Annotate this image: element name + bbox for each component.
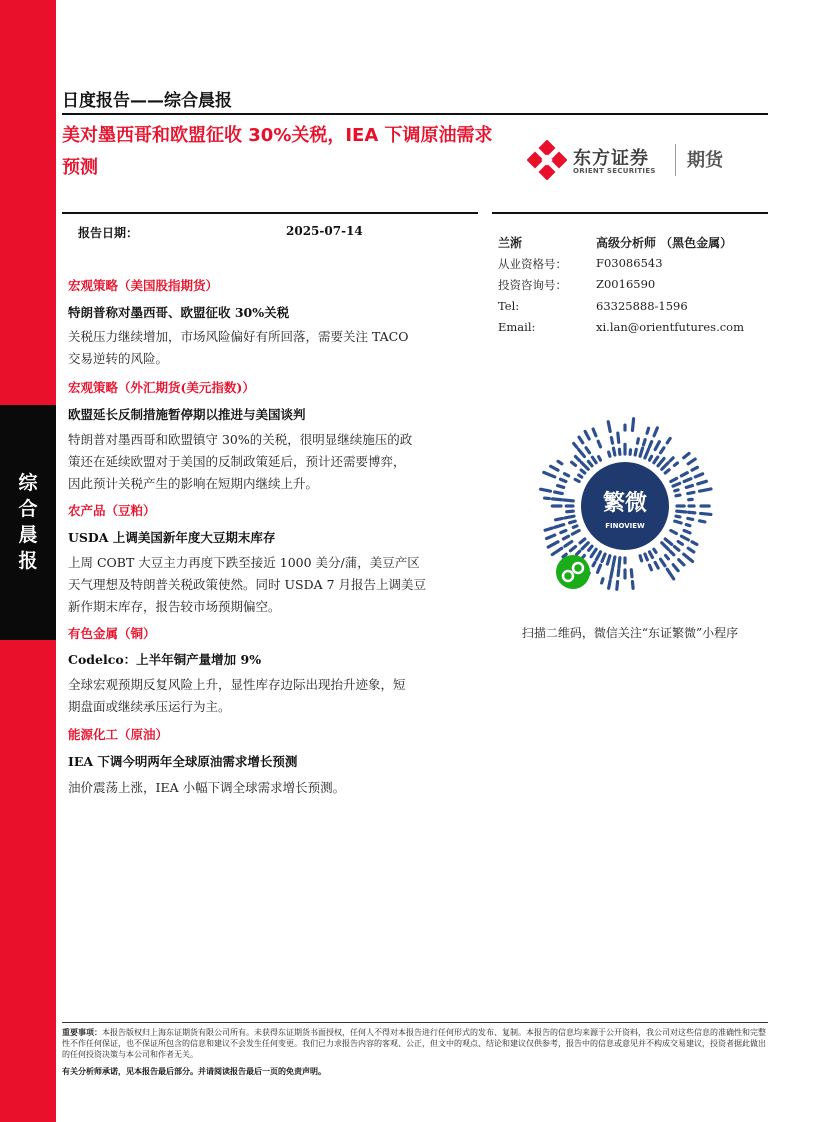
- qr-ray: [598, 441, 600, 447]
- qr-ray: [692, 542, 697, 545]
- qr-ray: [688, 492, 694, 493]
- qr-ray: [575, 456, 579, 460]
- section-subheading: 特朗普称对墨西哥、欧盟征收 30%关税: [68, 305, 290, 320]
- qr-ray: [619, 558, 620, 568]
- qr-ray: [671, 478, 677, 481]
- section-subheading: 欧盟延长反制措施暂停期以推进与美国谈判: [68, 407, 306, 422]
- qr-ray: [552, 548, 562, 554]
- qr-ray: [582, 463, 589, 470]
- qr-ray: [609, 581, 611, 589]
- qr-ray: [655, 562, 658, 568]
- qr-ray: [662, 543, 669, 550]
- qr-ray: [617, 582, 618, 590]
- qr-ray: [609, 452, 610, 456]
- qr-ray: [579, 437, 583, 443]
- title-divider-right: [492, 212, 768, 214]
- qr-ray: [548, 542, 558, 547]
- qr-ray: [674, 463, 677, 465]
- qr-ray: [558, 486, 564, 488]
- qr-ray: [581, 470, 585, 473]
- qr-ray: [667, 438, 670, 442]
- side-label-char: 合: [18, 498, 38, 520]
- analyst-field-value: 63325888-1596: [596, 299, 688, 313]
- qr-ray: [547, 535, 555, 538]
- qr-ray: [558, 461, 562, 463]
- qr-subtitle: FINOVIEW: [605, 522, 645, 530]
- qr-ray: [570, 547, 575, 551]
- section-subheading: Codelco：上半年铜产量增加 9%: [68, 652, 262, 667]
- qr-ray: [577, 551, 580, 554]
- qr-ray: [675, 490, 678, 491]
- qr-ray: [684, 530, 690, 532]
- qr-ray: [563, 536, 568, 539]
- qr-ray: [565, 474, 569, 476]
- section-heading: 能源化工（原油）: [68, 727, 169, 742]
- disclaimer: [62, 1027, 768, 1060]
- body-line: 交易逆转的风险。: [68, 351, 169, 366]
- qr-ray: [574, 443, 577, 447]
- qr-ray: [674, 547, 678, 551]
- qr-ray: [578, 449, 584, 456]
- qr-ray: [649, 565, 651, 570]
- report-date-label: 报告日期：: [78, 226, 139, 240]
- body-line: 策还在延续欧盟对于美国的反制政策延后，预计还需要博弈，: [68, 454, 406, 469]
- qr-ray: [650, 456, 652, 460]
- qr-ray: [684, 554, 693, 561]
- qr-ray: [675, 521, 681, 523]
- qr-ray: [565, 542, 572, 547]
- qr-ray: [678, 542, 682, 545]
- qr-ray: [618, 433, 619, 442]
- qr-ray: [593, 429, 596, 436]
- qr-ray: [596, 552, 600, 560]
- section-body: [68, 777, 472, 799]
- qr-ray: [632, 582, 633, 589]
- section-subheading: IEA 下调今明两年全球原油需求增长预测: [68, 754, 298, 769]
- wechat-miniprogram-icon: [556, 555, 590, 589]
- side-label: [0, 470, 56, 574]
- section-body: [68, 552, 472, 618]
- qr-caption: 扫描二维码，微信关注“东证繁微”小程序: [521, 626, 739, 640]
- qr-ray: [561, 530, 566, 532]
- qr-ray: [677, 511, 686, 512]
- qr-ray: [556, 518, 563, 519]
- qr-ray: [667, 569, 673, 579]
- qr-ray: [688, 459, 695, 464]
- qr-ray: [661, 559, 665, 566]
- qr-ray: [670, 551, 674, 555]
- title-divider-left: [62, 212, 478, 214]
- qr-code[interactable]: [530, 411, 720, 601]
- body-line: 特朗普对墨西哥和欧盟镇守 30%的关税，很明显继续施压的政: [68, 432, 413, 447]
- qr-ray: [635, 449, 636, 455]
- logo-division: 期货: [687, 150, 723, 171]
- qr-ray: [644, 440, 646, 445]
- qr-ray: [654, 428, 657, 436]
- qr-ray: [650, 552, 653, 558]
- disclaimer-label: 重要事项：: [62, 1027, 102, 1037]
- qr-ray: [673, 565, 678, 571]
- qr-ray: [570, 521, 576, 523]
- qr-ray: [588, 461, 592, 465]
- side-label-char: 综: [18, 472, 38, 494]
- analyst-field-value: Z0016590: [596, 277, 656, 291]
- qr-ray: [586, 448, 589, 453]
- qr-ray: [695, 474, 702, 477]
- qr-ray: [592, 457, 596, 463]
- qr-ray: [611, 569, 613, 578]
- analyst-field-label: Email:: [498, 320, 536, 334]
- qr-ray: [552, 499, 561, 500]
- qr-ray: [655, 442, 659, 450]
- analyst-title: 高级分析师 （黑色金属）: [596, 236, 733, 250]
- qr-ray: [700, 521, 705, 522]
- company-logo: [527, 140, 767, 180]
- qr-title: 繁微: [602, 491, 648, 516]
- qr-ray: [582, 543, 588, 549]
- logo-name-cn: 东方证券: [573, 148, 649, 169]
- qr-ray: [598, 565, 601, 572]
- logo-separator: [675, 144, 676, 176]
- logo-name-en: ORIENT SECURITIES: [573, 167, 656, 175]
- qr-ray: [555, 525, 564, 528]
- qr-ray: [661, 448, 664, 453]
- qr-ray: [602, 554, 605, 561]
- qr-ray: [563, 554, 566, 557]
- qr-pattern: [530, 411, 720, 601]
- qr-ray: [692, 467, 697, 470]
- section-heading: 有色金属（铜）: [68, 626, 156, 641]
- qr-ray: [560, 479, 565, 481]
- report-title: 美对墨西哥和欧盟征收 30%关税，IEA 下调原油需求预测: [62, 125, 493, 178]
- section-heading: 宏观策略（美国股指期货）: [68, 278, 219, 293]
- qr-ray: [688, 548, 694, 552]
- qr-ray: [698, 481, 707, 484]
- qr-ray: [645, 449, 649, 458]
- qr-ray: [645, 554, 647, 560]
- section-subheading: USDA 上调美国新年度大豆期末库存: [68, 530, 276, 545]
- body-line: 期盘面或继续承压运行为主。: [68, 699, 231, 714]
- qr-ray: [575, 479, 579, 481]
- section-body: [68, 674, 472, 718]
- qr-ray: [589, 546, 592, 550]
- qr-ray: [647, 428, 649, 433]
- qr-ray: [666, 555, 669, 558]
- qr-ray: [613, 557, 615, 567]
- analyst-field-value: F03086543: [596, 256, 663, 270]
- qr-ray: [670, 458, 673, 461]
- qr-ray: [681, 536, 688, 540]
- qr-ray: [608, 422, 610, 432]
- body-line: 因此预计关税产生的影响在短期内继续上升。: [68, 476, 319, 491]
- qr-ray: [551, 466, 558, 470]
- orient-logo-icon: [527, 140, 567, 180]
- qr-ray: [681, 473, 687, 476]
- qr-ray: [544, 472, 555, 477]
- qr-ray: [632, 419, 633, 431]
- body-line: 天气理想及特朗普关税政策使然。同时 USDA 7 月报告上调美豆: [68, 577, 427, 592]
- qr-ray: [654, 457, 658, 463]
- qr-ray: [563, 500, 573, 501]
- qr-ray: [591, 549, 596, 556]
- qr-ray: [607, 556, 610, 564]
- qr-ray: [637, 439, 638, 443]
- qr-ray: [679, 560, 684, 565]
- body-line: 油价震荡上涨，IEA 小幅下调全球需求增长预测。: [68, 780, 346, 795]
- body-line: 新作期末库存，报告较市场预期偏空。: [68, 599, 281, 614]
- report-type: 日度报告——综合晨报: [62, 91, 232, 111]
- qr-ray: [686, 525, 690, 526]
- qr-ray: [688, 518, 693, 519]
- qr-ray: [631, 570, 632, 577]
- qr-ray: [662, 463, 668, 469]
- qr-ray: [567, 511, 573, 512]
- analyst-email[interactable]: xi.lan@orientfutures.com: [596, 320, 745, 334]
- qr-ray: [676, 516, 680, 517]
- side-label-char: 晨: [18, 524, 38, 546]
- qr-ray: [689, 512, 695, 513]
- qr-ray: [649, 442, 651, 447]
- qr-ray: [572, 462, 576, 465]
- qr-ray: [555, 492, 563, 494]
- qr-ray: [593, 562, 595, 565]
- analyst-field-label: 投资咨询号：: [498, 278, 567, 292]
- qr-ray: [671, 531, 676, 534]
- analyst-field-label: Tel:: [498, 299, 520, 313]
- body-line: 全球宏观预期反复风险上升，显性库存边际出现抬升迹象，短: [68, 677, 406, 692]
- body-line: 上周 COBT 大豆主力再度下跌至接近 1000 美分/蒲，美豆产区: [68, 555, 420, 570]
- qr-ray: [654, 549, 656, 552]
- qr-ray: [579, 475, 582, 477]
- disclaimer-footer: 有关分析师承诺，见本报告最后部分。并请阅读报告最后一页的免责声明。: [62, 1066, 326, 1076]
- qr-ray: [599, 457, 601, 460]
- side-label-char: 报: [18, 550, 38, 572]
- qr-ray: [580, 539, 585, 543]
- qr-ray: [573, 526, 577, 528]
- body-line: 关税压力继续增加，市场风险偏好有所回落，需要关注 TACO: [68, 329, 409, 344]
- qr-ray: [665, 539, 672, 544]
- section-heading: 农产品（豆粕）: [68, 503, 156, 518]
- header-divider: [62, 113, 768, 115]
- qr-ray: [640, 448, 643, 456]
- report-date-value: 2025-07-14: [286, 224, 363, 238]
- qr-ray: [665, 470, 669, 473]
- qr-ray: [658, 458, 664, 465]
- qr-ray: [545, 528, 552, 530]
- qr-ray: [686, 486, 692, 488]
- section-heading: 宏观策略（外汇期货(美元指数)）: [68, 380, 255, 395]
- qr-ray: [684, 453, 689, 457]
- qr-ray: [640, 556, 642, 561]
- qr-ray: [572, 531, 579, 535]
- qr-ray: [676, 495, 680, 496]
- qr-ray: [613, 448, 614, 455]
- disclaimer-text: 本报告版权归上海东证期货有限公司所有。未获得东证期货书面授权，任何人不得对本报告进行任何形式的发布、复制。本报告的信息均来源于公开资料，我公司对这些信息的准确性和完整性不作任何保证，也不保证所包含的信息和建议不会发生任何变更。我们已力求报告内容的客观、公正，但文中的观点、结论和建议仅供参考，报告中的信息或意见并不构成交易建议，投资者据此做出的任何投资决策与本公司和作者无关。: [62, 1028, 766, 1059]
- qr-ray: [611, 438, 612, 444]
- qr-ray: [701, 513, 711, 514]
- analyst-name: 兰淅: [498, 236, 523, 250]
- qr-ray: [585, 431, 589, 439]
- analyst-field-label: 从业资格号：: [498, 257, 567, 271]
- qr-ray: [684, 479, 691, 482]
- qr-ray: [700, 489, 711, 491]
- qr-ray: [673, 483, 680, 486]
- footer-divider: [62, 1022, 768, 1023]
- qr-ray: [618, 570, 619, 576]
- section-body: [68, 429, 472, 495]
- qr-ray: [565, 516, 574, 518]
- section-body: [68, 326, 472, 370]
- qr-ray: [541, 489, 551, 491]
- qr-ray: [602, 579, 603, 583]
